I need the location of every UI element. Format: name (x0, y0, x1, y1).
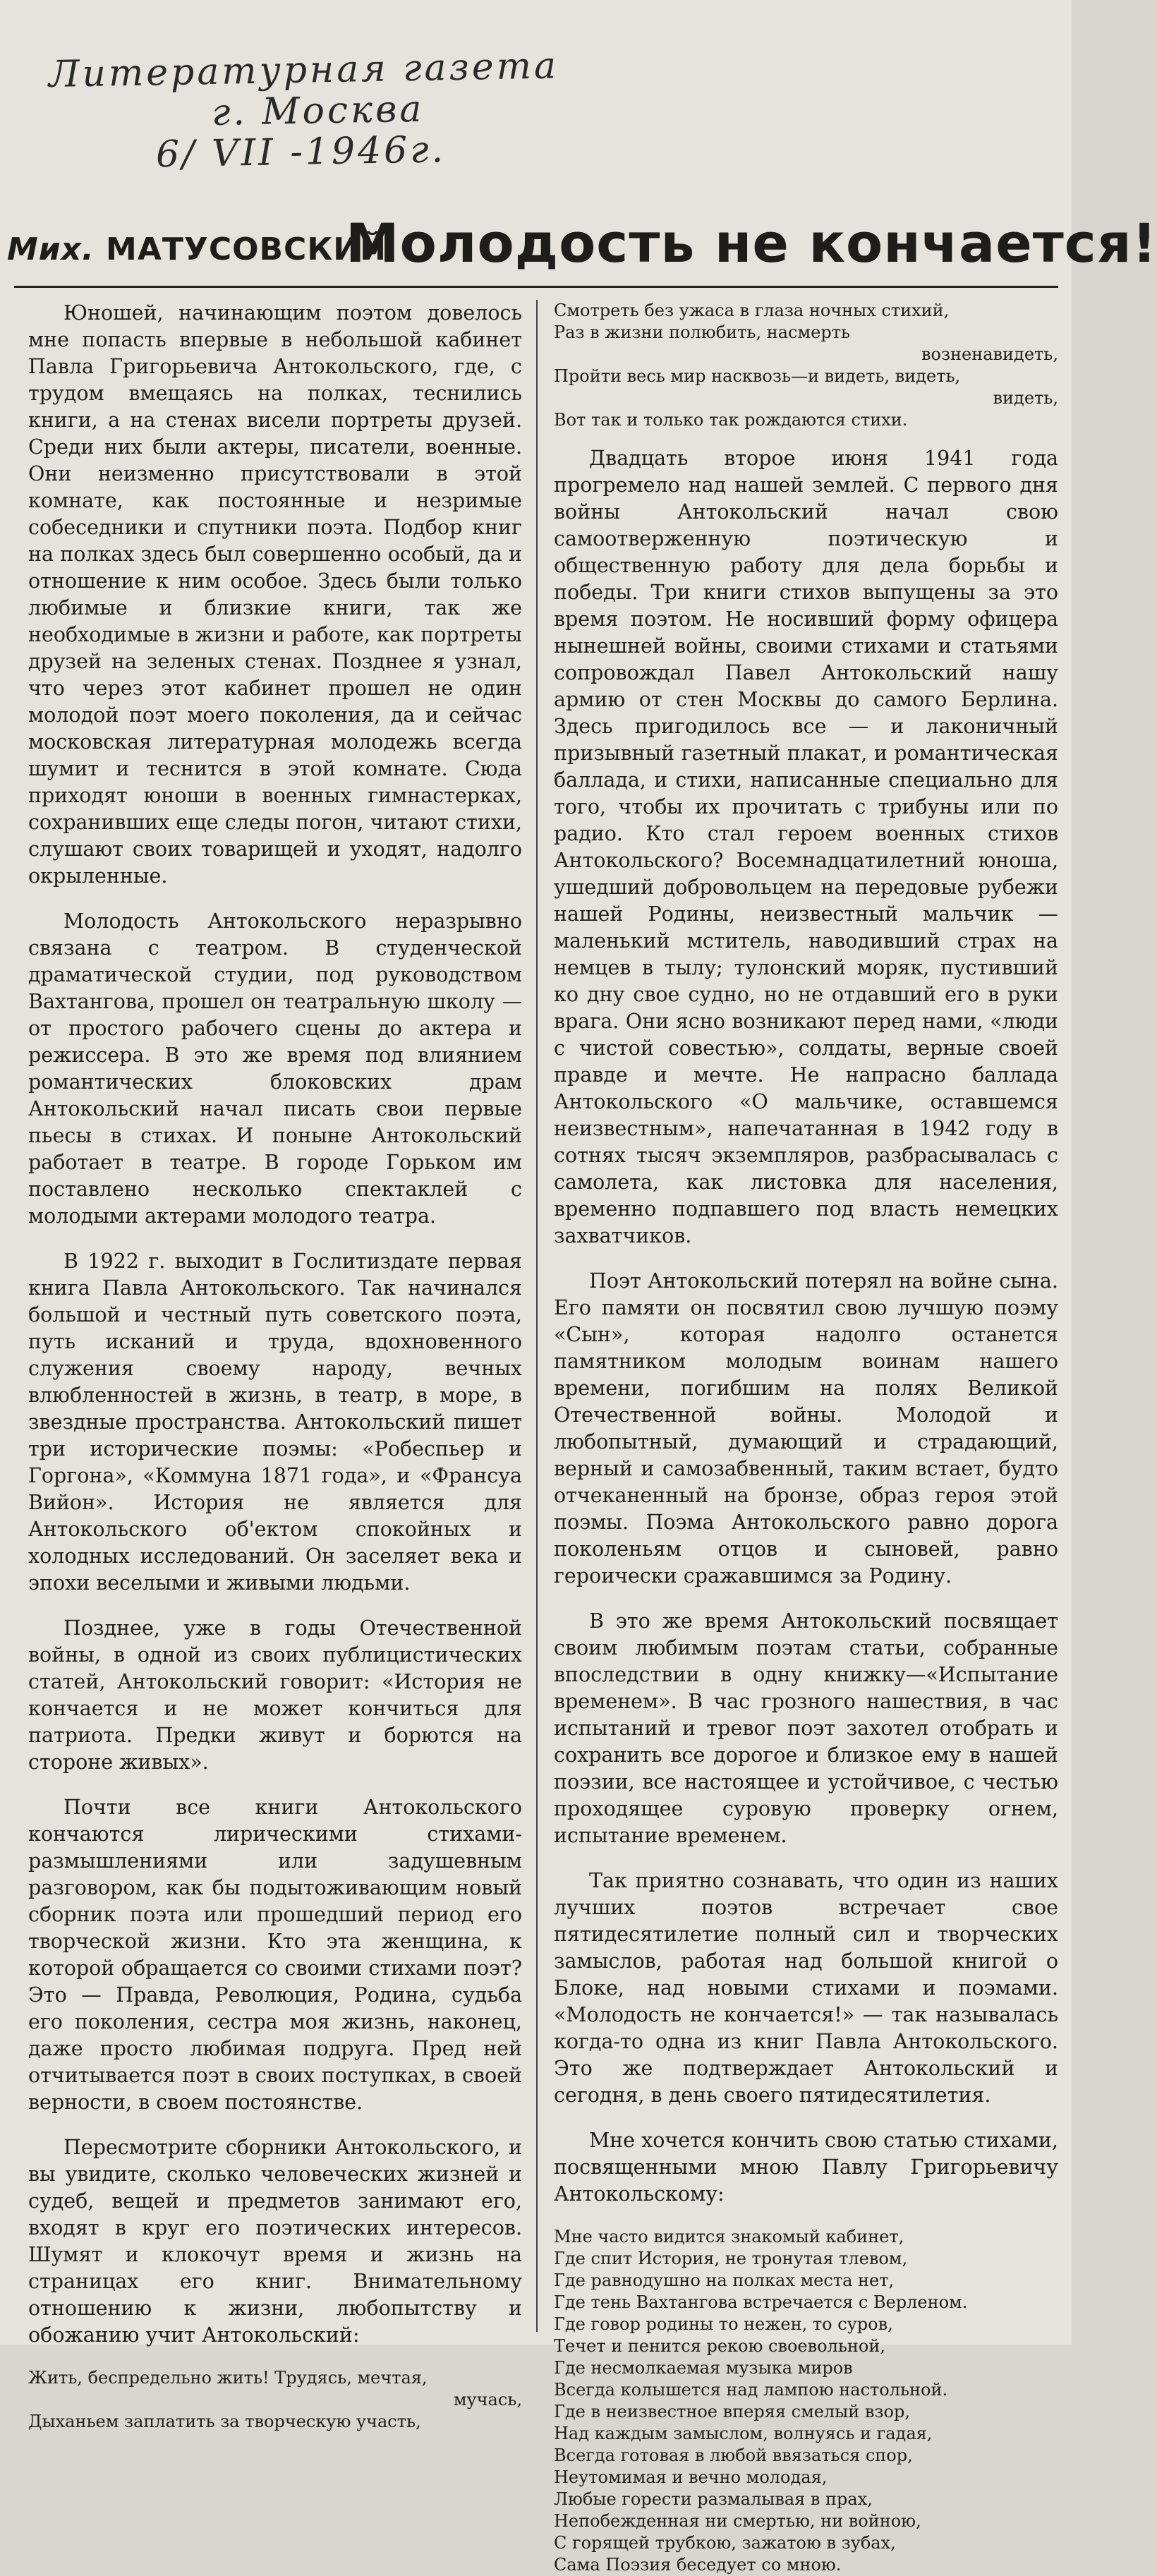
paragraph: В 1922 г. выходит в Гослитиздате первая книга Павла Антокольского. Так начинался большой и честный путь советского поэта, путь исканий и труда, вдохновенного служения своему народу, вечных влюбленностей в жизнь, в театр, в море, в звездные пространства. Антокольский пишет три исторические поэмы: «Робеспьер и Горгона», «Коммуна 1871 года», и «Франсуа Вийон». История не является для Антокольского об'ектом спокойных и холодных исследований. Он заселяет века и эпохи веселыми и живыми людьми. (28, 1250, 522, 1595)
right-poem-top (554, 300, 1058, 431)
left-column (28, 300, 522, 2431)
paragraph: Так приятно сознавать, что один из наших лучших поэтов встречает свое пятидесятилетие полный сил и творческих замыслов, работая над большой книгой о Блоке, над новыми стихами и поэмами. «Молодость не кончается!» — так называлась когда-то одна из книг Павла Антокольского. Это же подтверждает Антокольский и сегодня, в день своего пятидесятилетия. (554, 1869, 1058, 2107)
poem-line: Сама Поэзия беседует со мною. (554, 2555, 842, 2575)
poem-line: возненавидеть, (921, 344, 1058, 364)
poem-line: Над каждым замыслом, волнуясь и гадая, (554, 2424, 933, 2443)
handwriting-line-2: г. Москва (211, 87, 425, 134)
poem-line: Неутомимая и вечно молодая, (554, 2467, 828, 2487)
poem-line: Течет и пенится рекою своевольной, (554, 2336, 885, 2356)
article-header (7, 212, 1157, 289)
poem-line: Где говор родины то нежен, то суров, (554, 2314, 893, 2334)
right-poem-bottom (554, 2226, 1058, 2576)
poem-line: Где несмолкаемая музыка миров (554, 2358, 853, 2378)
article-title: Молодость не кончается! (346, 212, 1157, 274)
poem-line: С горящей трубкою, зажатою в зубах, (554, 2533, 896, 2553)
handwritten-annotation (49, 44, 615, 177)
author-name (7, 231, 387, 267)
left-poem (28, 2367, 522, 2433)
handwriting-line-1: Литературная газета (48, 44, 559, 96)
poem-line: Пройти весь мир насквозь—и видеть, видеть, (554, 366, 961, 386)
poem-line: Всегда готовая в любой ввязаться спор, (554, 2445, 913, 2465)
poem-line: Мне часто видится знакомый кабинет, (554, 2227, 904, 2247)
poem-line: Всегда колышется над лампою настольной. (554, 2380, 948, 2400)
paragraph: Молодость Антокольского неразрывно связана с театром. В студенческой драматической студии, под руководством Вахтангова, прошел он театральную школу — от простого рабочего сцены до актера и режиссера. В это же время под влиянием романтических блоковских драм Антокольский начал писать свои первые пьесы в стихах. И поныне Антокольский работает в театре. В городе Горьком им поставлено несколько спектаклей с молодыми актерами молодого театра. (28, 909, 522, 1228)
paragraph: Почти все книги Антокольского кончаются лирическими стихами-размышлениями или задушевным разговором, как бы подытоживающим новый сборник поэта или прошедший период его творческой жизни. Кто эта женщина, к которой обращается со своими стихами поэт? Это — Правда, Революция, Родина, судьба его поколения, сестра моя жизнь, наконец, даже просто любимая подруга. Пред ней отчитывается поэт в своих поступках, в своей верности, в своем постоянстве. (28, 1796, 522, 2114)
paragraph: Мне хочется кончить свою статью стихами, посвященными мною Павлу Григорьевичу Антокольскому: (554, 2129, 1058, 2206)
poem-line: Раз в жизни полюбить, насмерть (554, 322, 851, 342)
paragraph: Юношей, начинающим поэтом довелось мне попасть впервые в небольшой кабинет Павла Григорьевича Антокольского, где, с трудом вмещаясь на полках, теснились книги, а на стенах висели портреты друзей. Среди них были актеры, писатели, военные. Они неизменно присутствовали в этой комнате, как постоянные и незримые собеседники и спутники поэта. Подбор книг на полках здесь был совершенно особый, да и отношение к ним особое. Здесь были только любимые и близкие книги, так же необходимые в жизни и работе, как портреты друзей на зеленых стенах. Позднее я узнал, что через этот кабинет прошел не один молодой поэт моего поколения, да и сейчас московская литературная молодежь всегда шумит и теснится в этой комнате. Сюда приходят юноши в военных гимнастерках, сохранивших еще следы погон, читают стихи, слушают своих товарищей и уходят, надолго окрыленные. (28, 301, 522, 888)
poem-line: Где тень Вахтангова встречается с Верленом. (554, 2292, 968, 2312)
poem-line: видеть, (993, 388, 1058, 408)
right-column (554, 300, 1058, 2575)
poem-line: Жить, беспредельно жить! Трудясь, мечтая, (28, 2368, 428, 2388)
paragraph: В это же время Антокольский посвящает своим любимым поэтам статьи, собранные впоследствии в одну книжку—«Испытание временем». В час грозного нашествия, в час испытаний и тревог поэт захотел отобрать и сохранить все дорогое и близкое ему в нашей поэзии, все настоящее и устойчивое, с честью проходящее суровую проверку огнем, испытание временем. (554, 1609, 1058, 1847)
poem-line: мучась, (453, 2390, 522, 2409)
poem-line: Смотреть без ужаса в глаза ночных стихий, (554, 301, 950, 320)
header-rule (14, 286, 1058, 288)
paragraph: Позднее, уже в годы Отечественной войны, в одной из своих публицистических статей, Антокольский говорит: «История не кончается и не может кончиться для патриота. Предки живут и борются на стороне живых». (28, 1616, 522, 1774)
poem-line: Непобежденная ни смертью, ни войною, (554, 2511, 921, 2531)
paragraph: Двадцать второе июня 1941 года прогремело над нашей землей. С первого дня войны Антокольский начал свою самоотверженную поэтическую и общественную работу для дела борьбы и победы. Три книги стихов выпущены за это время поэтом. Не носивший форму офицера нынешней войны, своими стихами и статьями сопровождал Павел Антокольский нашу армию от стен Москвы до самого Берлина. Здесь пригодилось все — и лаконичный призывный газетный плакат, и романтическая баллада, и стихи, написанные специально для того, чтобы их прочитать с трибуны или по радио. Кто стал героем военных стихов Антокольского? Восемнадцатилетний юноша, ушедший добровольцем на передовые рубежи нашей Родины, неизвестный мальчик — маленький мститель, наводивший страх на немцев в тылу; тулонский моряк, пустивший ко дну свое судно, но не отдавший его в руки врага. Они ясно возникают перед нами, «люди с чистой совестью», солдаты, верные своей правде и мечте. Не напрасно баллада Антокольского «О мальчике, оставшемся неизвестным», напечатанная в 1942 году в сотнях тысяч экземпляров, разбрасывалась с самолета, как листовка для населения, временно подпавшего под власть немецких захватчиков. (554, 447, 1058, 1247)
poem-line: Где равнодушно на полках места нет, (554, 2270, 895, 2290)
poem-line: Где в неизвестное вперяя смелый взор, (554, 2402, 910, 2421)
column-divider (536, 300, 538, 2332)
paragraph: Поэт Антокольский потерял на войне сына. Его памяти он посвятил свою лучшую поэму «Сын», которая надолго останется памятником молодым воинам нашего времени, погибшим на полях Великой Отечественной войны. Молодой и любопытный, думающий и страдающий, верный и самозабвенный, таким встает, будто отчеканенный на бронзе, образ героя этой поэмы. Поэма Антокольского равно дорога поколеньям отцов и сыновей, равно героически сражавшимся за Родину. (554, 1269, 1058, 1588)
author-last: МАТУСОВСКИЙ (106, 231, 387, 267)
handwriting-line-3: 6/ VII -1946г. (155, 128, 447, 176)
paragraph: Пересмотрите сборники Антокольского, и вы увидите, сколько человеческих жизней и судеб, вещей и предметов занимают его, входят в круг его поэтических интересов. Шумят и клокочут время и жизнь на страницах его книг. Внимательному отношению к жизни, любопытству и обожанию учит Антокольский: (28, 2136, 522, 2347)
poem-line: Дыханьем заплатить за творческую участь, (28, 2412, 421, 2431)
author-first: Мих. (7, 231, 95, 267)
poem-line: Вот так и только так рождаются стихи. (554, 410, 908, 430)
poem-line: Любые горести размалывая в прах, (554, 2489, 873, 2509)
poem-line: Где спит История, не тронутая тлевом, (554, 2249, 908, 2268)
